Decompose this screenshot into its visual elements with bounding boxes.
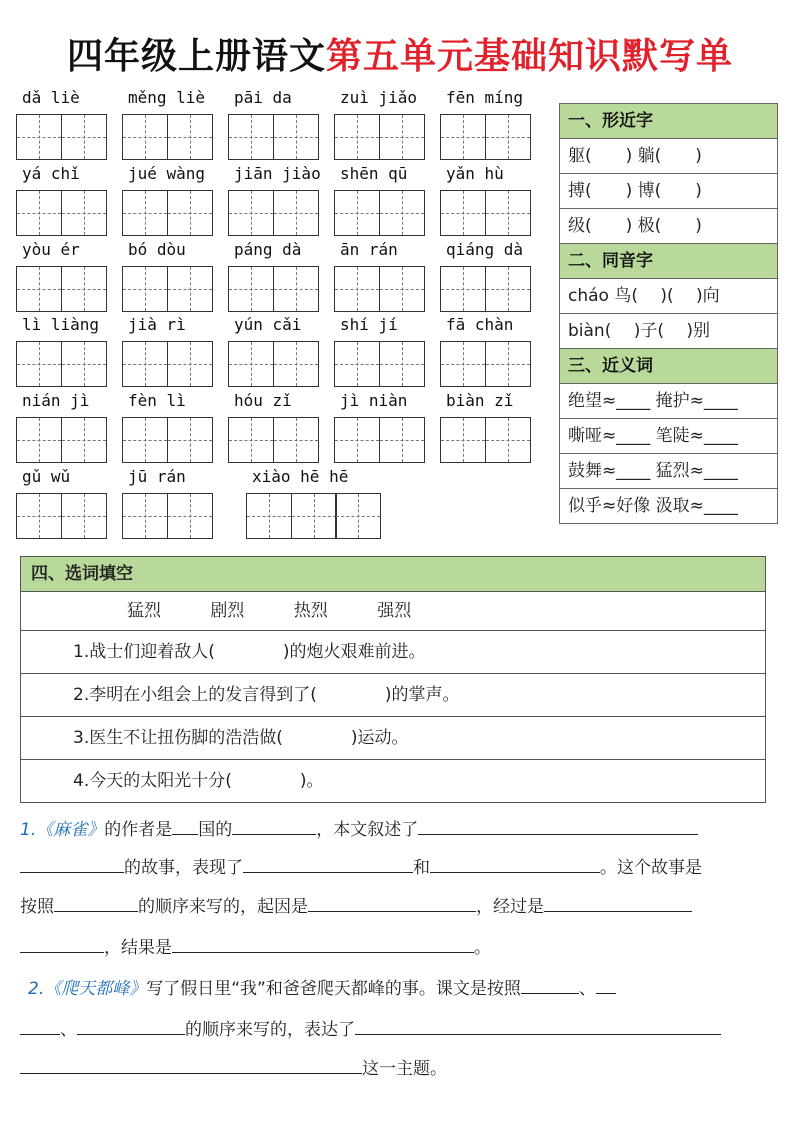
q1-text: 按照 (20, 897, 54, 917)
pinyin-label: fā chàn (446, 315, 514, 334)
writing-boxes (334, 417, 425, 463)
writing-boxes (122, 341, 213, 387)
writing-boxes (16, 493, 107, 539)
pinyin-word (228, 88, 319, 160)
tianzige-cell[interactable] (379, 417, 425, 463)
jinyi-row[interactable]: 嘶哑≈____ 笔陡≈____ (560, 419, 777, 454)
tianzige-cell[interactable] (61, 266, 107, 312)
word-option: 猛烈 (127, 601, 161, 621)
fill-question[interactable]: 1.战士们迎着敌人( )的炮火艰难前进。 (21, 631, 765, 674)
pinyin-word (440, 391, 531, 463)
writing-boxes (122, 417, 213, 463)
tianzige-cell[interactable] (334, 341, 380, 387)
answer-blank[interactable] (544, 893, 692, 912)
writing-boxes (228, 114, 319, 160)
tianzige-cell[interactable] (335, 493, 381, 539)
q1-text: 的顺序来写的，起因是 (138, 897, 308, 917)
pinyin-word (228, 240, 319, 312)
answer-blank[interactable] (596, 975, 616, 994)
tianzige-cell[interactable] (379, 341, 425, 387)
section-header-jinyi: 三、近义词 (560, 349, 777, 384)
pinyin-label: jì niàn (340, 391, 408, 410)
pinyin-word (334, 391, 425, 463)
tianzige-cell[interactable] (167, 493, 213, 539)
pinyin-label: pāi da (234, 88, 292, 107)
q2-text: 、 (578, 979, 596, 999)
word-bank (21, 592, 765, 631)
writing-boxes (334, 114, 425, 160)
answer-blank[interactable] (355, 1016, 721, 1035)
tianzige-cell[interactable] (228, 341, 274, 387)
pinyin-word (440, 315, 531, 387)
tianzige-cell[interactable] (61, 190, 107, 236)
writing-boxes (246, 493, 381, 539)
tianzige-cell[interactable] (16, 114, 62, 160)
answer-blank[interactable] (172, 934, 474, 953)
answer-blank[interactable] (172, 816, 198, 835)
tianzige-cell[interactable] (228, 114, 274, 160)
word-option: 剧烈 (210, 601, 245, 621)
tianzige-cell[interactable] (16, 417, 62, 463)
tianzige-cell[interactable] (122, 417, 168, 463)
pinyin-label: fèn lì (128, 391, 186, 410)
pinyin-label: lì liàng (22, 315, 100, 334)
pinyin-label: gǔ wǔ (22, 467, 71, 486)
tianzige-cell[interactable] (122, 190, 168, 236)
tianzige-cell[interactable] (228, 266, 274, 312)
writing-boxes (16, 190, 107, 236)
reading-q2-line3 (20, 1055, 780, 1081)
tianzige-cell[interactable] (485, 266, 531, 312)
tianzige-cell[interactable] (485, 114, 531, 160)
pinyin-word (334, 315, 425, 387)
section-header-xingjin: 一、形近字 (560, 104, 777, 139)
fill-question[interactable]: 4.今天的太阳光十分( )。 (73, 771, 324, 791)
writing-boxes (334, 341, 425, 387)
writing-boxes (440, 266, 531, 312)
xingjin-row[interactable]: 躯( ) 躺( ) (560, 139, 777, 174)
fill-question[interactable]: 2.李明在小组会上的发言得到了( )的掌声。 (21, 674, 765, 717)
q1-text: 。 (474, 938, 491, 958)
writing-boxes (440, 417, 531, 463)
tianzige-cell[interactable] (273, 114, 319, 160)
q2-text: 写了假日里“我”和爸爸爬天都峰的事。课文是按照 (146, 979, 521, 999)
tianzige-cell[interactable] (379, 266, 425, 312)
pinyin-label: měng liè (128, 88, 206, 107)
pinyin-word (440, 240, 531, 312)
pinyin-label: yá chǐ (22, 164, 80, 183)
writing-boxes (16, 266, 107, 312)
tianzige-cell[interactable] (122, 114, 168, 160)
q2-text: 的顺序来写的，表达了 (185, 1020, 355, 1040)
tongyin-row[interactable]: biàn( )子( )别 (560, 314, 777, 349)
pinyin-word (122, 467, 213, 539)
reading-q1-line2 (20, 854, 780, 880)
answer-blank[interactable] (20, 1055, 362, 1074)
pinyin-word (16, 164, 107, 236)
pinyin-row (0, 391, 540, 461)
tianzige-cell[interactable] (334, 417, 380, 463)
pinyin-label: yòu ér (22, 240, 80, 259)
tianzige-cell[interactable] (61, 114, 107, 160)
answer-blank[interactable] (232, 816, 316, 835)
pinyin-word (334, 164, 425, 236)
pinyin-label: dǎ liè (22, 88, 80, 107)
jinyi-row[interactable]: 似乎≈好像 汲取≈____ (568, 496, 738, 516)
tianzige-cell[interactable] (122, 266, 168, 312)
q1-text: 和 (413, 858, 430, 878)
tianzige-cell[interactable] (485, 341, 531, 387)
pinyin-row (0, 315, 540, 385)
pinyin-word (246, 467, 381, 539)
fill-header: 四、选词填空 (21, 557, 765, 592)
pinyin-word (440, 88, 531, 160)
reading-q1-line4 (20, 934, 780, 960)
q1-text: ，本文叙述了 (316, 820, 419, 840)
tianzige-cell[interactable] (440, 341, 486, 387)
pinyin-word (228, 164, 321, 236)
tianzige-cell[interactable] (273, 341, 319, 387)
q1-text: 的故事，表现了 (124, 858, 243, 878)
answer-blank[interactable] (20, 854, 124, 873)
q1-title: 1.《麻雀》 (20, 820, 105, 840)
answer-blank[interactable] (54, 893, 138, 912)
pinyin-word (122, 164, 213, 236)
pinyin-row (0, 88, 540, 158)
pinyin-word (228, 391, 319, 463)
tianzige-cell[interactable] (485, 417, 531, 463)
writing-boxes (440, 190, 531, 236)
tianzige-cell[interactable] (61, 417, 107, 463)
word-option: 热烈 (293, 601, 328, 621)
tianzige-cell[interactable] (291, 493, 337, 539)
tongyin-row[interactable]: cháo 鸟( )( )向 (560, 279, 777, 314)
pinyin-row (0, 240, 540, 310)
answer-blank[interactable] (308, 893, 476, 912)
side-panel (559, 103, 778, 524)
tianzige-cell[interactable] (334, 266, 380, 312)
writing-boxes (228, 266, 319, 312)
tianzige-cell[interactable] (167, 266, 213, 312)
writing-boxes (122, 493, 213, 539)
pinyin-label: nián jì (22, 391, 90, 410)
pinyin-label: shēn qū (340, 164, 408, 183)
answer-blank[interactable] (77, 1016, 185, 1035)
pinyin-label: xiào hē hē (252, 467, 349, 486)
title-grade: 四年级上册语文 (66, 36, 326, 77)
q2-text: 这一主题。 (362, 1059, 447, 1079)
fill-in-section (20, 556, 766, 803)
xingjin-row[interactable]: 搏( ) 博( ) (560, 174, 777, 209)
q1-text: 国的 (198, 820, 233, 840)
xingjin-row[interactable]: 级( ) 极( ) (560, 209, 777, 244)
tianzige-cell[interactable] (61, 493, 107, 539)
tianzige-cell[interactable] (122, 493, 168, 539)
answer-blank[interactable] (418, 816, 698, 835)
tianzige-cell[interactable] (16, 493, 62, 539)
pinyin-label: hóu zǐ (234, 391, 292, 410)
pinyin-word (16, 240, 107, 312)
tianzige-cell[interactable] (228, 417, 274, 463)
pinyin-label: zuì jiǎo (340, 88, 418, 107)
pinyin-label: qiáng dà (446, 240, 524, 259)
reading-q2-line2 (20, 1016, 780, 1042)
pinyin-word (122, 88, 213, 160)
q1-text: ，经过是 (476, 897, 544, 917)
pinyin-label: jué wàng (128, 164, 206, 183)
answer-blank[interactable] (521, 975, 579, 994)
pinyin-label: yǎn hù (446, 164, 504, 183)
tianzige-cell[interactable] (273, 417, 319, 463)
writing-boxes (334, 190, 425, 236)
pinyin-row (0, 164, 540, 234)
writing-boxes (16, 341, 107, 387)
tianzige-cell[interactable] (167, 341, 213, 387)
tianzige-cell[interactable] (16, 266, 62, 312)
writing-boxes (228, 417, 319, 463)
q1-text: 的作者是 (104, 820, 173, 840)
pinyin-label: biàn zǐ (446, 391, 514, 410)
answer-blank[interactable] (243, 854, 413, 873)
reading-q1-line1 (20, 816, 780, 842)
pinyin-label: jū rán (128, 467, 186, 486)
tianzige-cell[interactable] (440, 190, 486, 236)
tianzige-cell[interactable] (61, 341, 107, 387)
section-header-tongyin: 二、同音字 (560, 244, 777, 279)
pinyin-label: páng dà (234, 240, 302, 259)
tianzige-cell[interactable] (273, 190, 319, 236)
word-option: 强烈 (377, 601, 412, 621)
q2-text: 、 (60, 1020, 77, 1040)
tianzige-cell[interactable] (440, 114, 486, 160)
tianzige-cell[interactable] (379, 114, 425, 160)
writing-boxes (228, 341, 319, 387)
tianzige-cell[interactable] (228, 190, 274, 236)
tianzige-cell[interactable] (440, 417, 486, 463)
tianzige-cell[interactable] (167, 190, 213, 236)
q2-title: 2.《爬天都峰》 (28, 979, 147, 999)
tianzige-cell[interactable] (485, 190, 531, 236)
writing-boxes (228, 190, 321, 236)
pinyin-label: jiān jiào (234, 164, 321, 183)
pinyin-label: bó dòu (128, 240, 186, 259)
answer-blank[interactable] (20, 934, 104, 953)
tianzige-cell[interactable] (334, 114, 380, 160)
writing-boxes (16, 114, 107, 160)
tianzige-cell[interactable] (440, 266, 486, 312)
writing-boxes (440, 114, 531, 160)
pinyin-word (440, 164, 531, 236)
pinyin-row (0, 467, 540, 537)
writing-boxes (122, 114, 213, 160)
jinyi-row[interactable]: 绝望≈____ 掩护≈____ (560, 384, 777, 419)
writing-boxes (440, 341, 531, 387)
tianzige-cell[interactable] (246, 493, 292, 539)
tianzige-cell[interactable] (122, 341, 168, 387)
writing-boxes (16, 417, 107, 463)
pinyin-word (334, 240, 425, 312)
tianzige-cell[interactable] (16, 341, 62, 387)
answer-blank[interactable] (430, 854, 600, 873)
pinyin-word (334, 88, 425, 160)
pinyin-word (122, 240, 213, 312)
pinyin-word (16, 467, 107, 539)
q1-text: 。这个故事是 (600, 858, 702, 878)
page-title (0, 28, 800, 79)
tianzige-cell[interactable] (334, 190, 380, 236)
pinyin-label: jià rì (128, 315, 186, 334)
pinyin-word (16, 315, 107, 387)
pinyin-label: yún cǎi (234, 315, 302, 334)
tianzige-cell[interactable] (379, 190, 425, 236)
pinyin-word (122, 391, 213, 463)
pinyin-label: ān rán (340, 240, 398, 259)
tianzige-cell[interactable] (273, 266, 319, 312)
jinyi-row[interactable]: 鼓舞≈____ 猛烈≈____ (560, 454, 777, 489)
answer-blank[interactable] (20, 1016, 60, 1035)
pinyin-word (16, 391, 107, 463)
tianzige-cell[interactable] (16, 190, 62, 236)
pinyin-word (16, 88, 107, 160)
title-unit: 第五单元基础知识默写单 (326, 36, 734, 77)
reading-q1-line3 (20, 893, 780, 919)
tianzige-cell[interactable] (167, 417, 213, 463)
tianzige-cell[interactable] (167, 114, 213, 160)
writing-boxes (334, 266, 425, 312)
writing-boxes (122, 190, 213, 236)
pinyin-label: fēn míng (446, 88, 524, 107)
pinyin-word (122, 315, 213, 387)
q1-text: ，结果是 (104, 938, 172, 958)
fill-question[interactable]: 3.医生不让扭伤脚的浩浩做( )运动。 (21, 717, 765, 760)
reading-q2-line1 (28, 975, 788, 1001)
writing-boxes (122, 266, 213, 312)
pinyin-label: shí jí (340, 315, 398, 334)
pinyin-word (228, 315, 319, 387)
